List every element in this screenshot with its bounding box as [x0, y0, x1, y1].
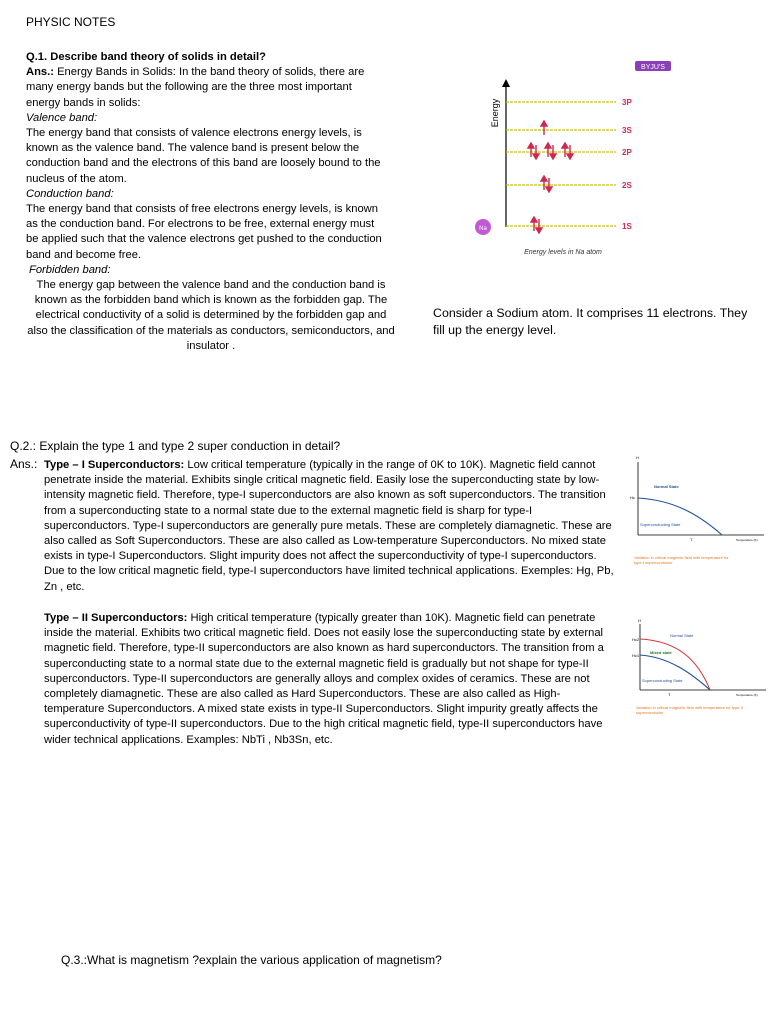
type1-y-label: H: [636, 455, 639, 460]
q3-question: Q.3.:What is magnetism ?explain the various application of magnetism?: [61, 953, 442, 967]
type1-paragraph: [44, 458, 616, 595]
type1-hc-label: Hc: [630, 495, 635, 500]
type2-heading: Type – II Superconductors:: [44, 612, 188, 624]
type1-heading: Type – I Superconductors:: [44, 459, 185, 471]
forbidden-text: The energy gap between the valence band and the conduction band is known as the forbidden band which is known as the forbidden gap. The electrical conductivity of a solid is determined by the forbidden gap and also the classification of the materials as conductors, semiconductors, and insulator .: [27, 279, 395, 352]
type2-text: High critical temperature (typically greater than 10K). Magnetic field can penetrate inside the material. Exhibits two critical magnetic field. Does not easily lose the superconducting state by external magnetic field. Therefore, type-II superconductors are also known as hard superconductors. The transition from a superconducting state to a normal state due to the external magnetic field is gradually but not shape for type-II superconductors. Type-II superconductors are generally alloys and complex oxides of ceramics. These are not completely diamagnetic. These are also called as Hard Superconductors. These are also called as High-temperature Superconductors. A mixed state exists in type-II Superconductors. Slight impurity greatly affects the superconductivity of type-II superconductors. Due to the high critical magnetic field, type-II superconductors have wider technical applications. Examples: NbTi , Nb3Sn, etc.: [44, 612, 604, 746]
type2-normal-label: Normal State: [670, 633, 694, 638]
page-title: PHYSIC NOTES: [26, 15, 116, 29]
sodium-atom-label: Na: [479, 226, 487, 232]
energy-axis-arrow: [502, 79, 510, 87]
level-label-3s: 3S: [622, 126, 632, 135]
type2-y-label: H: [638, 618, 641, 623]
type2-super-label: Superconducting State: [642, 678, 683, 683]
valence-heading: Valence band:: [26, 111, 98, 124]
energy-level-figure: [450, 55, 700, 265]
q2-ans-label: Ans.:: [10, 457, 38, 471]
type2-hc1-label: Hc1: [632, 653, 640, 658]
level-label-2s: 2S: [622, 181, 632, 190]
type2-x-label: Temperature (K): [736, 693, 758, 697]
level-label-2p: 2P: [622, 148, 632, 157]
type1-text: Low critical temperature (typically in the range of 0K to 10K). Magnetic field cannot penetrate inside the material. Exhibits single critical magnetic field. Easily lose the superconducting state by low-intensity magnetic field. Therefore, type-I superconductors are also known as soft superconductors. The transition from a superconducting state to a normal state due to the external magnetic field is sharp for type-I superconductors. Type-I superconductors are generally pure metals. These are completely diamagnetic. These are also called as Soft Superconductors. These are also called as Low-temperature Superconductors. No mixed state exists in type-I Superconductors. Slight impurity does not affect the superconductivity of type-I superconductors. Due to the low critical magnetic field, type-I superconductors have limited technical applications. Exemples: Hg, Pb, Zn , etc.: [44, 459, 614, 593]
conduction-heading: Conduction band:: [26, 187, 114, 200]
type2-hc2-label: Hc2: [632, 637, 640, 642]
type2-lower-curve: [640, 655, 710, 690]
level-label-1s: 1S: [622, 222, 632, 231]
valence-text: The energy band that consists of valence electrons energy levels, is known as the valence band. The valence band is present below the conduction band and the electrons of this band are loosely bound to the nucleus of the atom.: [26, 127, 381, 185]
byjus-logo-text: BYJU'S: [641, 64, 665, 71]
type1-t-label: T: [690, 537, 693, 542]
type2-caption: Variation in critical magnetic field with temperature for type-II superconductor: [636, 705, 743, 715]
type2-graph: [628, 612, 768, 724]
type1-graph: [626, 452, 766, 574]
forbidden-heading: Forbidden band:: [29, 263, 111, 276]
figure-caption: Energy levels in Na atom: [524, 249, 602, 256]
type1-caption: Variation in critical magnetic field with temperature for type-I superconductor: [634, 555, 729, 565]
q2-question: Q.2.: Explain the type 1 and type 2 super conduction in detail?: [10, 439, 341, 453]
type1-normal-label: Normal State: [654, 484, 679, 489]
type1-curve: [638, 498, 722, 535]
type1-x-label: Temperature (K): [736, 538, 758, 542]
type2-mixed-label: Mixed state: [650, 650, 672, 655]
type2-paragraph: [44, 611, 618, 748]
type2-t-label: T: [668, 692, 671, 697]
conduction-text: The energy band that consists of free electrons energy levels, is known as the conduction band. For electrons to be free, external energy must be applied such that the valence electrons get pushed to the conduction band and become free.: [26, 203, 382, 261]
q1-question: Q.1. Describe band theory of solids in detail?: [26, 51, 266, 63]
electron-arrows: [528, 121, 573, 233]
type1-super-label: Superconducting State: [640, 522, 681, 527]
q1-block: [26, 50, 395, 354]
sodium-note: Consider a Sodium atom. It comprises 11 electrons. They fill up the energy level.: [433, 306, 748, 337]
level-label-3p: 3P: [622, 98, 632, 107]
q1-ans-label: Ans.:: [26, 66, 54, 79]
q1-intro: Energy Bands in Solids: In the band theory of solids, there are many energy bands but the following are the three most important energy bands in solids:: [26, 66, 365, 109]
energy-axis-label: Energy: [490, 98, 500, 128]
